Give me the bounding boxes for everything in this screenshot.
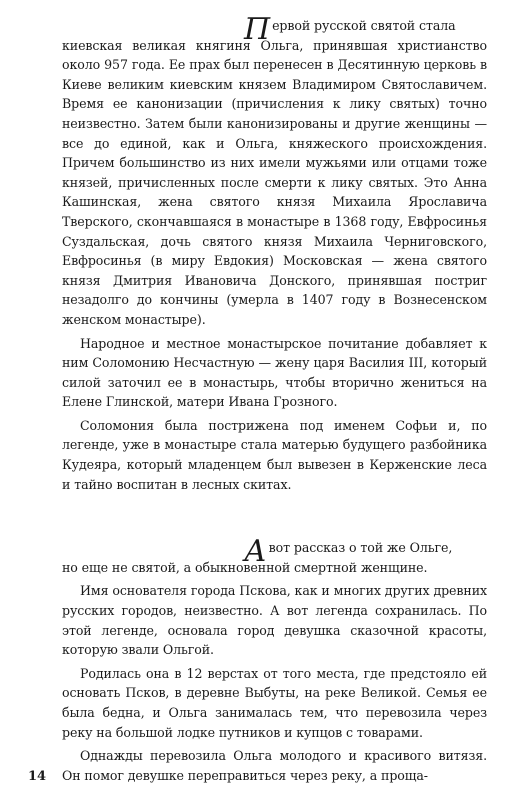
drop-cap-a: А — [244, 534, 267, 570]
paragraph-1 — [62, 12, 487, 330]
paragraph-3: Соломония была пострижена под именем Софьи и, по легенде, уже в монастыре стала матерью будущего разбойника Кудеяра, который младенцем был вывезен в Керженские леса и тайно воспитан в лесных скитах. — [62, 417, 487, 492]
section-two — [62, 534, 487, 785]
paragraph-6: Родилась она в 12 верстах от того места, где предстояло ей основать Псков, в деревне Выбуты, на реке Великой. Семья ее была бедна, и Ольга занималась тем, что перевозила через реку на большой лодке путников и купцов с товарами. — [62, 665, 487, 740]
lead-line-2: вот рассказ о той же Ольге, — [268, 540, 453, 556]
page-number: 14 — [28, 769, 47, 784]
paragraph-7: Однажды перевозила Ольга молодого и красивого витязя. Он помог девушке переправиться через реку, а проща- — [62, 748, 487, 783]
drop-cap-p: П — [244, 12, 271, 47]
section-one — [62, 12, 487, 494]
paragraph-4 — [62, 534, 487, 577]
lead-line: ервой русской святой стала — [272, 18, 456, 33]
paragraph-2: Народное и местное монастырское почитание добавляет к ним Соломонию Несчастную — жену царя Василия III, который силой заточил ее в монастырь, чтобы вторично жениться на Елене Глинской, матери Ивана Грозного. — [62, 335, 487, 410]
page-body — [62, 12, 487, 785]
paragraph-5: Имя основателя города Пскова, как и многих других древних русских городов, неизвестно. А вот легенда сохранилась. По этой легенде, основала город девушка сказочной красоты, которую звали Ольгой. — [62, 583, 487, 658]
paragraph-1-text: киевская великая княгиня Ольга, принявшая христианство около 957 года. Ее прах был перенесен в Десятинную церковь в Киеве великим киевским князем Владимиром Святославичем. Время ее канонизации (причисления к лику святых) точно неизвестно. Затем были канонизированы и другие женщины — все до единой, как и Ольга, княжеского происхождения. Причем большинство из них имели мужьями или отцами тоже князей, причисленных после смерти к лику святых. Это Анна Кашинская, жена святого князя Михаила Ярославича Тверского, скончавшаяся в монастыре в 1368 году, Евфросинья Суздальская, дочь святого князя Михаила Черниговского, Евфросинья (в миру Евдокия) Московская — жена святого князя Дмитрия Ивановича Донского, принявшая постриг незадолго до кончины (умерла в 1407 году в Вознесенском женском монастыре). — [62, 37, 487, 327]
paragraph-4-text: но еще не святой, а обыкновенной смертной женщине. — [62, 559, 428, 575]
